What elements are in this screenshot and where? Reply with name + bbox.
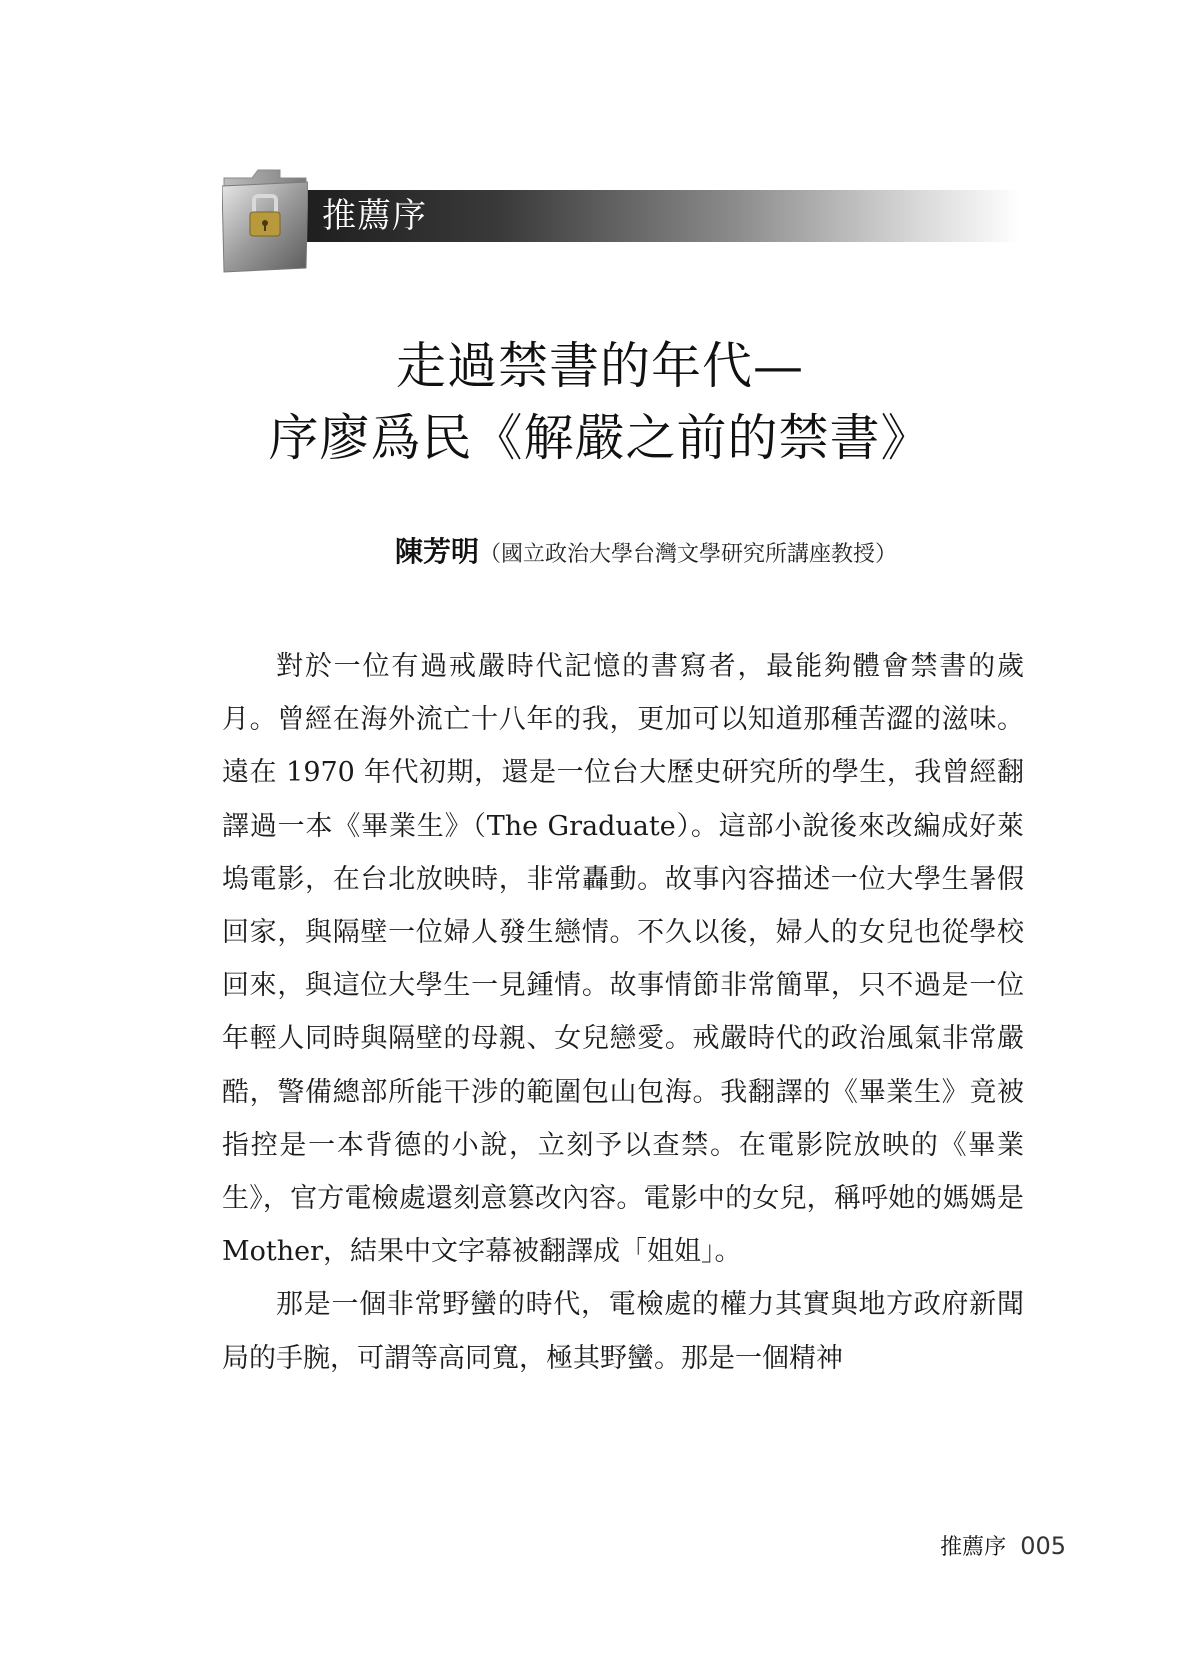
page-number: 005 <box>1020 1532 1066 1560</box>
body-text <box>222 640 1024 1385</box>
author-affiliation: （國立政治大學台灣文學研究所講座教授） <box>479 542 898 567</box>
chapter-title-line2: 序廖爲民《解嚴之前的禁書》 <box>268 409 932 467</box>
page-footer <box>940 1530 1066 1561</box>
section-header-label: 推薦序 <box>322 196 427 236</box>
footer-section-name: 推薦序 <box>940 1535 1007 1560</box>
paragraph: 那是一個非常野蠻的時代，電檢處的權力其實與地方政府新聞局的手腕，可謂等高同寬，極其野蠻。那是一個精神 <box>222 1289 1024 1374</box>
author-name: 陳芳明 <box>395 535 480 568</box>
byline <box>395 530 897 570</box>
locked-folder-icon <box>222 168 308 276</box>
section-header <box>222 168 1022 276</box>
chapter-title-line1: 走過禁書的年代— <box>396 337 804 395</box>
paragraph: 對於一位有過戒嚴時代記憶的書寫者，最能夠體會禁書的歲月。曾經在海外流亡十八年的我，更加可以知道那種苦澀的滋味。遠在 1970 年代初期，還是一位台大歷史研究所的學生，我曾經翻譯過一本《畢業生》（The Graduate）。這部小說後來改編成好萊塢電影，在台北放映時，非常轟動。故事內容描述一位大學生暑假回家，與隔壁一位婦人發生戀情。不久以後，婦人的女兒也從學校回來，與這位大學生一見鍾情。故事情節非常簡單，只不過是一位年輕人同時與隔壁的母親、女兒戀愛。戒嚴時代的政治風氣非常嚴酷，警備總部所能干涉的範圍包山包海。我翻譯的《畢業生》竟被指控是一本背德的小說，立刻予以查禁。在電影院放映的《畢業生》，官方電檢處還刻意篡改內容。電影中的女兒，稱呼她的媽媽是 Mother，結果中文字幕被翻譯成「姐姐」。 <box>222 651 1024 1268</box>
